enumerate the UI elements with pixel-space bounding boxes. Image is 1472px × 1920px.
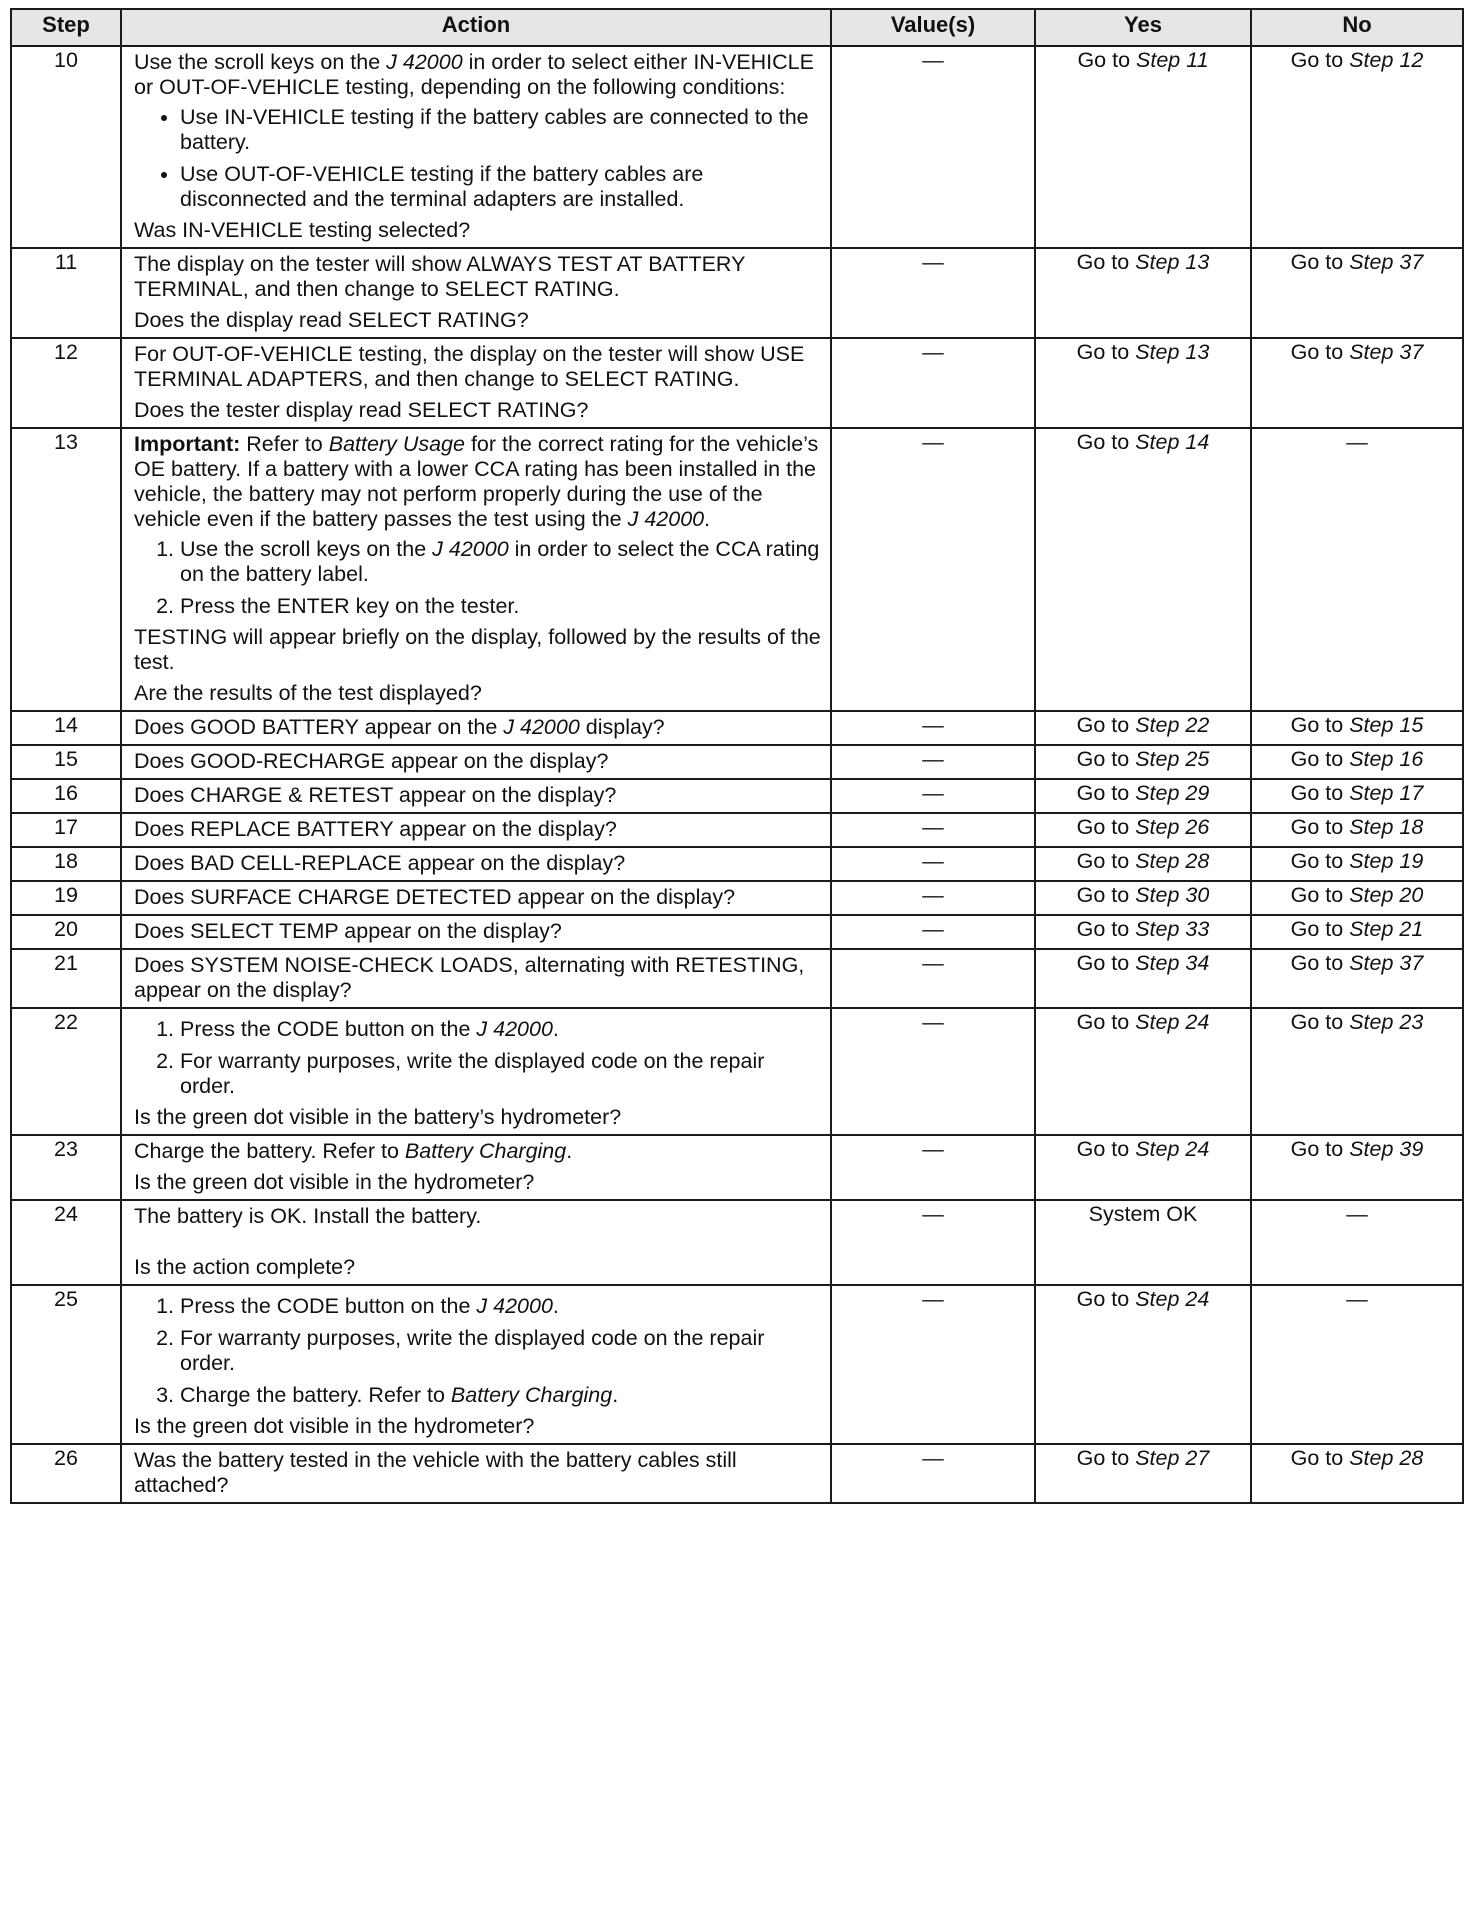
value-cell bbox=[831, 1008, 1035, 1135]
step-ref: Step 39 bbox=[1349, 1137, 1424, 1161]
yes-cell bbox=[1035, 745, 1251, 779]
tool-name: J 42000 bbox=[627, 507, 705, 531]
step-ref: Step 14 bbox=[1135, 430, 1210, 454]
list-item: 2. For warranty purposes, write the displayed code on the repair order. bbox=[180, 1049, 822, 1099]
action-question: Are the results of the test displayed? bbox=[134, 681, 482, 705]
condition-list bbox=[134, 105, 822, 212]
action-question: Does the tester display read SELECT RATING? bbox=[134, 398, 589, 422]
step-ref: Step 28 bbox=[1349, 1446, 1424, 1470]
value-dash: — bbox=[922, 747, 944, 771]
no-cell bbox=[1251, 847, 1463, 881]
step-ref: Step 30 bbox=[1135, 883, 1210, 907]
action-text: Was the battery tested in the vehicle with the battery cables still attached? bbox=[134, 1448, 737, 1497]
goto-label: Go to bbox=[1076, 1010, 1130, 1034]
goto-label: Go to bbox=[1076, 883, 1130, 907]
step-ref: Step 22 bbox=[1135, 713, 1210, 737]
table-row-step-22 bbox=[11, 1008, 1463, 1135]
step-ref: Step 15 bbox=[1349, 713, 1424, 737]
header-values: Value(s) bbox=[831, 9, 1035, 46]
action-cell bbox=[121, 1444, 831, 1503]
action-cell bbox=[121, 46, 831, 248]
value-dash: — bbox=[922, 781, 944, 805]
step-ref: Step 17 bbox=[1349, 781, 1424, 805]
goto-label: Go to bbox=[1076, 1137, 1130, 1161]
value-dash: — bbox=[922, 340, 944, 364]
procedure-list bbox=[134, 1294, 822, 1408]
step-number: 18 bbox=[11, 847, 121, 881]
goto-label: Go to bbox=[1290, 951, 1344, 975]
text-span: Does GOOD BATTERY appear on the bbox=[134, 715, 504, 739]
value-dash: — bbox=[922, 430, 944, 454]
action-text: Does SELECT TEMP appear on the display? bbox=[134, 919, 562, 943]
no-cell bbox=[1251, 813, 1463, 847]
step-number: 21 bbox=[11, 949, 121, 1008]
step-number: 13 bbox=[11, 428, 121, 711]
step-ref: Step 33 bbox=[1135, 917, 1210, 941]
yes-cell: System OK bbox=[1035, 1200, 1251, 1285]
action-text: Does BAD CELL-REPLACE appear on the display? bbox=[134, 851, 626, 875]
value-cell bbox=[831, 915, 1035, 949]
action-text: For OUT-OF-VEHICLE testing, the display on the tester will show USE TERMINAL ADAPTERS, and then change to SELECT RATING. bbox=[134, 342, 805, 391]
text-span: . bbox=[552, 1017, 559, 1041]
yes-cell bbox=[1035, 813, 1251, 847]
no-dash: — bbox=[1346, 430, 1368, 454]
goto-label: Go to bbox=[1076, 781, 1130, 805]
action-text: Does CHARGE & RETEST appear on the display? bbox=[134, 783, 617, 807]
action-text: Does SURFACE CHARGE DETECTED appear on the display? bbox=[134, 885, 736, 909]
value-cell bbox=[831, 1285, 1035, 1444]
value-dash: — bbox=[922, 48, 944, 72]
text-span: Press the CODE button on the bbox=[180, 1017, 477, 1041]
action-text bbox=[134, 1139, 822, 1164]
no-cell bbox=[1251, 779, 1463, 813]
no-cell bbox=[1251, 711, 1463, 745]
text-span: Refer to bbox=[240, 432, 329, 456]
goto-label: Go to bbox=[1076, 815, 1130, 839]
value-cell bbox=[831, 949, 1035, 1008]
reference-link: Battery Usage bbox=[328, 432, 465, 456]
table-row-step-16 bbox=[11, 779, 1463, 813]
value-dash: — bbox=[922, 1202, 944, 1226]
yes-cell bbox=[1035, 881, 1251, 915]
goto-label: Go to bbox=[1076, 747, 1130, 771]
yes-cell bbox=[1035, 847, 1251, 881]
table-row-step-17 bbox=[11, 813, 1463, 847]
step-ref: Step 29 bbox=[1135, 781, 1210, 805]
goto-label: Go to bbox=[1076, 340, 1130, 364]
no-cell bbox=[1251, 881, 1463, 915]
goto-label: Go to bbox=[1290, 747, 1344, 771]
goto-label: Go to bbox=[1076, 917, 1130, 941]
list-item bbox=[180, 1294, 822, 1319]
action-text bbox=[134, 50, 822, 100]
step-number: 12 bbox=[11, 338, 121, 428]
yes-cell bbox=[1035, 711, 1251, 745]
no-cell bbox=[1251, 1135, 1463, 1200]
step-ref: Step 12 bbox=[1349, 48, 1424, 72]
list-item bbox=[180, 1383, 822, 1408]
table-row-step-10 bbox=[11, 46, 1463, 248]
value-cell bbox=[831, 745, 1035, 779]
action-question: Does the display read SELECT RATING? bbox=[134, 308, 529, 332]
procedure-list bbox=[134, 1017, 822, 1099]
no-cell bbox=[1251, 248, 1463, 338]
no-cell bbox=[1251, 428, 1463, 711]
text-span: Charge the battery. Refer to bbox=[134, 1139, 405, 1163]
action-cell bbox=[121, 711, 831, 745]
no-dash: — bbox=[1346, 1202, 1368, 1226]
step-ref: Step 13 bbox=[1135, 340, 1210, 364]
value-cell bbox=[831, 248, 1035, 338]
value-cell bbox=[831, 1200, 1035, 1285]
table-row-step-25 bbox=[11, 1285, 1463, 1444]
text-span: Press the CODE button on the bbox=[180, 1294, 477, 1318]
step-number: 23 bbox=[11, 1135, 121, 1200]
step-ref: Step 24 bbox=[1135, 1287, 1210, 1311]
text-span: in order to select either IN-VEHICLE or OUT-OF-VEHICLE testing, depending on the following conditions: bbox=[134, 50, 814, 99]
step-ref: Step 24 bbox=[1135, 1137, 1210, 1161]
yes-cell bbox=[1035, 1444, 1251, 1503]
reference-link: Battery Charging bbox=[404, 1139, 567, 1163]
goto-label: Go to bbox=[1290, 849, 1344, 873]
value-dash: — bbox=[922, 951, 944, 975]
yes-cell bbox=[1035, 338, 1251, 428]
value-dash: — bbox=[922, 1446, 944, 1470]
action-cell bbox=[121, 779, 831, 813]
text-span: Charge the battery. Refer to bbox=[180, 1383, 451, 1407]
goto-label: Go to bbox=[1076, 250, 1130, 274]
step-ref: Step 25 bbox=[1135, 747, 1210, 771]
table-row-step-20 bbox=[11, 915, 1463, 949]
important-label: Important: bbox=[134, 432, 241, 456]
value-cell bbox=[831, 1444, 1035, 1503]
action-question: Is the green dot visible in the hydrometer? bbox=[134, 1170, 535, 1194]
step-number: 22 bbox=[11, 1008, 121, 1135]
goto-label: Go to bbox=[1290, 917, 1344, 941]
no-cell bbox=[1251, 1008, 1463, 1135]
tool-name: J 42000 bbox=[476, 1294, 553, 1318]
step-ref: Step 19 bbox=[1349, 849, 1424, 873]
table-row-step-23 bbox=[11, 1135, 1463, 1200]
table-row-step-21 bbox=[11, 949, 1463, 1008]
goto-label: Go to bbox=[1290, 713, 1344, 737]
action-cell bbox=[121, 915, 831, 949]
step-ref: Step 11 bbox=[1136, 48, 1209, 72]
yes-cell bbox=[1035, 949, 1251, 1008]
no-cell bbox=[1251, 1444, 1463, 1503]
yes-cell bbox=[1035, 779, 1251, 813]
step-ref: Step 18 bbox=[1349, 815, 1424, 839]
action-cell bbox=[121, 745, 831, 779]
table-row-step-12 bbox=[11, 338, 1463, 428]
text-span: Use the scroll keys on the bbox=[134, 50, 387, 74]
action-cell bbox=[121, 428, 831, 711]
text-span: . bbox=[552, 1294, 559, 1318]
yes-cell bbox=[1035, 1285, 1251, 1444]
goto-label: Go to bbox=[1077, 48, 1131, 72]
goto-label: Go to bbox=[1290, 48, 1344, 72]
yes-cell bbox=[1035, 428, 1251, 711]
table-row-step-14 bbox=[11, 711, 1463, 745]
goto-label: Go to bbox=[1290, 883, 1344, 907]
value-dash: — bbox=[922, 1287, 944, 1311]
goto-label: Go to bbox=[1290, 1010, 1344, 1034]
no-dash: — bbox=[1346, 1287, 1368, 1311]
text-span: display? bbox=[579, 715, 665, 739]
action-question: Is the green dot visible in the battery’s hydrometer? bbox=[134, 1105, 622, 1129]
text-span: in order to select the CCA rating on the battery label. bbox=[180, 537, 820, 586]
step-ref: Step 34 bbox=[1135, 951, 1210, 975]
no-cell bbox=[1251, 745, 1463, 779]
yes-cell bbox=[1035, 915, 1251, 949]
tool-name: J 42000 bbox=[386, 50, 463, 74]
action-cell bbox=[121, 1285, 831, 1444]
no-cell bbox=[1251, 915, 1463, 949]
yes-cell bbox=[1035, 248, 1251, 338]
step-number: 25 bbox=[11, 1285, 121, 1444]
action-cell bbox=[121, 847, 831, 881]
important-note bbox=[134, 432, 822, 532]
action-cell bbox=[121, 1200, 831, 1285]
list-item: • Use IN-VEHICLE testing if the battery cables are connected to the battery. bbox=[180, 105, 822, 155]
goto-label: Go to bbox=[1290, 1137, 1344, 1161]
text-span: Use the scroll keys on the bbox=[180, 537, 433, 561]
text-span: . bbox=[704, 507, 711, 531]
no-cell bbox=[1251, 1285, 1463, 1444]
goto-label: Go to bbox=[1076, 849, 1130, 873]
step-ref: Step 13 bbox=[1135, 250, 1210, 274]
value-dash: — bbox=[922, 713, 944, 737]
table-row-step-11 bbox=[11, 248, 1463, 338]
tool-name: J 42000 bbox=[476, 1017, 553, 1041]
no-cell bbox=[1251, 338, 1463, 428]
action-cell bbox=[121, 949, 831, 1008]
yes-cell bbox=[1035, 1135, 1251, 1200]
goto-label: Go to bbox=[1290, 815, 1344, 839]
procedure-list bbox=[134, 537, 822, 619]
action-cell bbox=[121, 248, 831, 338]
action-question: Was IN-VEHICLE testing selected? bbox=[134, 218, 471, 242]
table-row-step-26 bbox=[11, 1444, 1463, 1503]
list-item: 2. For warranty purposes, write the displayed code on the repair order. bbox=[180, 1326, 822, 1376]
value-cell bbox=[831, 46, 1035, 248]
value-cell bbox=[831, 428, 1035, 711]
value-cell bbox=[831, 711, 1035, 745]
action-cell bbox=[121, 1008, 831, 1135]
tool-name: J 42000 bbox=[503, 715, 580, 739]
action-question: Is the action complete? bbox=[134, 1255, 356, 1279]
header-action: Action bbox=[121, 9, 831, 46]
action-cell bbox=[121, 813, 831, 847]
goto-label: Go to bbox=[1076, 951, 1130, 975]
step-ref: Step 37 bbox=[1349, 250, 1424, 274]
action-text: Does REPLACE BATTERY appear on the display? bbox=[134, 817, 617, 841]
header-no: No bbox=[1251, 9, 1463, 46]
yes-cell bbox=[1035, 46, 1251, 248]
list-item bbox=[180, 537, 822, 587]
value-dash: — bbox=[922, 1010, 944, 1034]
list-item bbox=[180, 1017, 822, 1042]
value-cell bbox=[831, 338, 1035, 428]
table-row-step-15 bbox=[11, 745, 1463, 779]
step-number: 20 bbox=[11, 915, 121, 949]
step-number: 19 bbox=[11, 881, 121, 915]
value-dash: — bbox=[922, 1137, 944, 1161]
step-ref: Step 20 bbox=[1349, 883, 1424, 907]
goto-label: Go to bbox=[1076, 713, 1130, 737]
step-ref: Step 28 bbox=[1135, 849, 1210, 873]
table-row-step-24 bbox=[11, 1200, 1463, 1285]
table-header-row bbox=[11, 9, 1463, 46]
step-ref: Step 26 bbox=[1135, 815, 1210, 839]
header-yes: Yes bbox=[1035, 9, 1251, 46]
action-question: Is the green dot visible in the hydrometer? bbox=[134, 1414, 535, 1438]
step-number: 10 bbox=[11, 46, 121, 248]
step-ref: Step 37 bbox=[1349, 951, 1424, 975]
action-text: Does GOOD-RECHARGE appear on the display? bbox=[134, 749, 609, 773]
step-number: 11 bbox=[11, 248, 121, 338]
action-text: The display on the tester will show ALWAYS TEST AT BATTERY TERMINAL, and then change to SELECT RATING. bbox=[134, 252, 746, 301]
step-number: 16 bbox=[11, 779, 121, 813]
action-cell bbox=[121, 338, 831, 428]
value-dash: — bbox=[922, 815, 944, 839]
no-cell bbox=[1251, 949, 1463, 1008]
no-cell bbox=[1251, 46, 1463, 248]
header-step: Step bbox=[11, 9, 121, 46]
step-number: 14 bbox=[11, 711, 121, 745]
reference-link: Battery Charging bbox=[450, 1383, 613, 1407]
goto-label: Go to bbox=[1290, 250, 1344, 274]
goto-label: Go to bbox=[1076, 430, 1130, 454]
action-cell bbox=[121, 1135, 831, 1200]
step-number: 15 bbox=[11, 745, 121, 779]
value-dash: — bbox=[922, 917, 944, 941]
action-text: The battery is OK. Install the battery. bbox=[134, 1204, 482, 1228]
text-span: for the correct rating for the vehicle’s OE battery. If a battery with a lower CCA rating has been installed in the vehicle, the battery may not perform properly during the use of the vehicle even if the battery passes the test using the bbox=[134, 432, 819, 531]
goto-label: Go to bbox=[1076, 1287, 1130, 1311]
step-ref: Step 27 bbox=[1135, 1446, 1210, 1470]
table-row-step-13 bbox=[11, 428, 1463, 711]
action-text bbox=[134, 715, 822, 740]
goto-label: Go to bbox=[1076, 1446, 1130, 1470]
action-text: Does SYSTEM NOISE-CHECK LOADS, alternating with RETESTING, appear on the display? bbox=[134, 953, 805, 1002]
diagnostic-table bbox=[10, 8, 1464, 1504]
goto-label: Go to bbox=[1290, 340, 1344, 364]
value-cell bbox=[831, 779, 1035, 813]
value-cell bbox=[831, 881, 1035, 915]
list-item: • Use OUT-OF-VEHICLE testing if the battery cables are disconnected and the terminal adapters are installed. bbox=[180, 162, 822, 212]
step-number: 24 bbox=[11, 1200, 121, 1285]
value-cell bbox=[831, 847, 1035, 881]
step-number: 26 bbox=[11, 1444, 121, 1503]
step-ref: Step 16 bbox=[1349, 747, 1424, 771]
step-ref: Step 23 bbox=[1349, 1010, 1424, 1034]
table-row-step-18 bbox=[11, 847, 1463, 881]
value-dash: — bbox=[922, 250, 944, 274]
yes-cell bbox=[1035, 1008, 1251, 1135]
text-span: . bbox=[566, 1139, 573, 1163]
step-ref: Step 21 bbox=[1349, 917, 1424, 941]
value-cell bbox=[831, 813, 1035, 847]
tool-name: J 42000 bbox=[432, 537, 509, 561]
list-item: 2. Press the ENTER key on the tester. bbox=[180, 594, 822, 619]
value-dash: — bbox=[922, 883, 944, 907]
no-cell bbox=[1251, 1200, 1463, 1285]
value-dash: — bbox=[922, 849, 944, 873]
step-ref: Step 24 bbox=[1135, 1010, 1210, 1034]
step-number: 17 bbox=[11, 813, 121, 847]
goto-label: Go to bbox=[1290, 1446, 1344, 1470]
value-cell bbox=[831, 1135, 1035, 1200]
goto-label: Go to bbox=[1290, 781, 1344, 805]
table-row-step-19 bbox=[11, 881, 1463, 915]
text-span: . bbox=[612, 1383, 619, 1407]
action-text: TESTING will appear briefly on the display, followed by the results of the test. bbox=[134, 625, 821, 674]
step-ref: Step 37 bbox=[1349, 340, 1424, 364]
action-cell bbox=[121, 881, 831, 915]
